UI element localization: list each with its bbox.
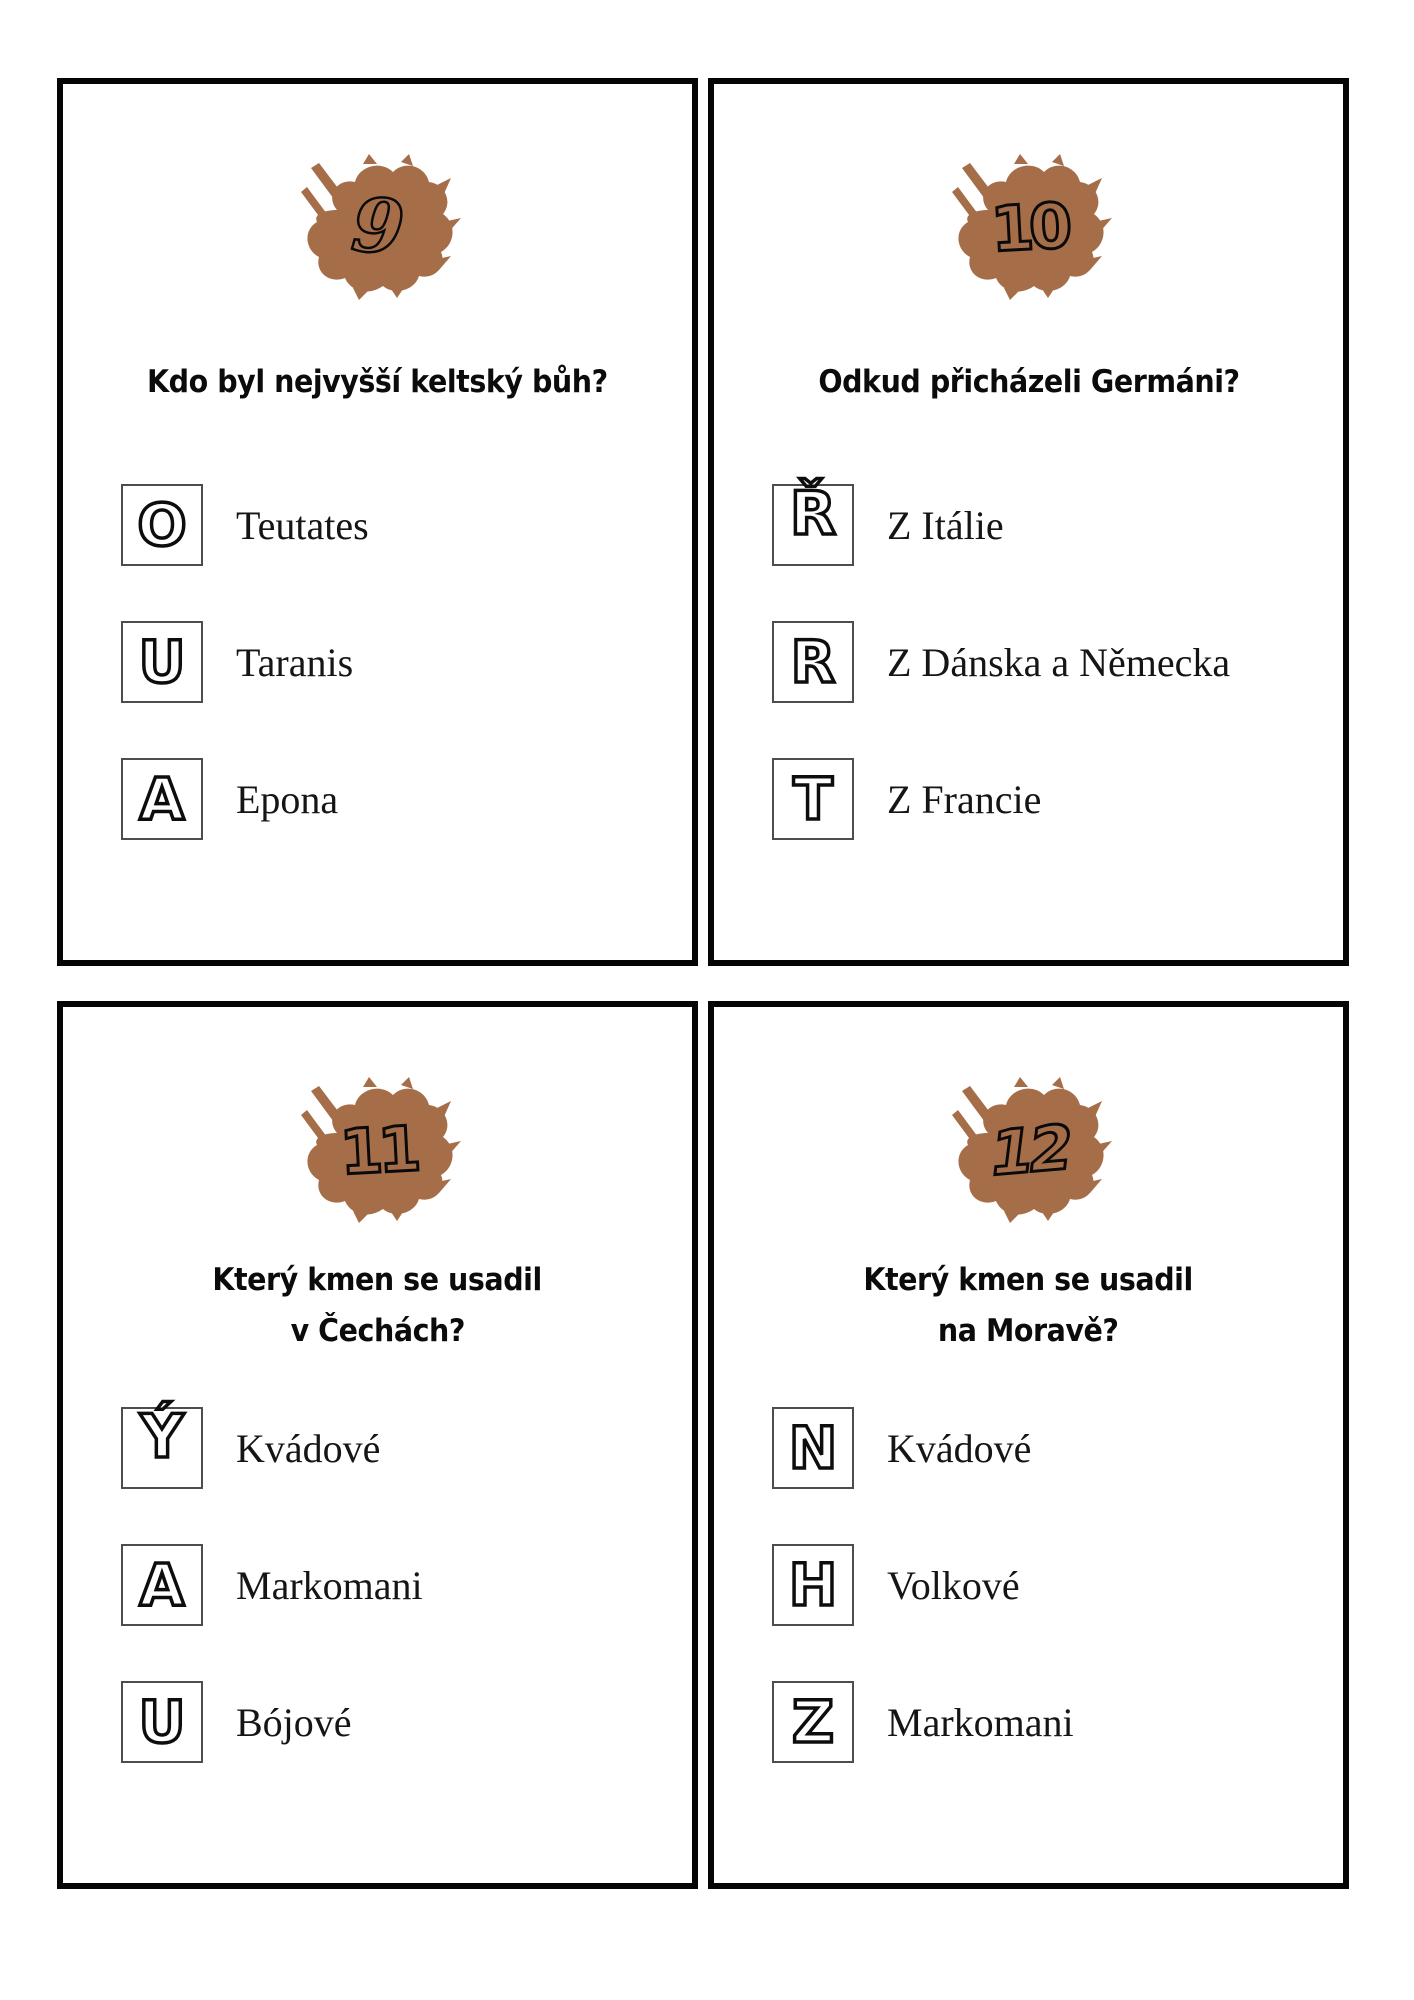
answer-label: Bójové [236,1699,352,1745]
answer-label: Markomani [236,1562,423,1608]
number-splotch [293,152,463,302]
number-splotch [293,1075,463,1225]
letter-box [772,758,854,840]
question-line: Který kmen se usadil [212,1261,543,1298]
card-number: 11 [337,1111,418,1189]
letter-box [772,1681,854,1763]
card-number: 9 [348,181,407,273]
answer-label: Taranis [236,639,354,685]
answer-label: Epona [236,776,339,822]
question-line: Kdo byl nejvyšší keltský bůh? [147,364,608,400]
question-line: na Moravě? [938,1312,1119,1349]
answer-option [121,484,668,566]
option-letter: Z [791,1688,835,1756]
answer-option [121,621,668,703]
answer-list [121,1402,668,1763]
question-line: v Čechách? [290,1312,465,1349]
answer-list [772,479,1319,840]
card-number: 10 [988,188,1069,266]
answer-option [772,1544,1319,1626]
question-line: Který kmen se usadil [863,1261,1194,1298]
letter-box [121,484,203,566]
option-letter: Ř [789,479,837,549]
number-splotch [944,1075,1114,1225]
option-letter: H [788,1551,838,1619]
answer-option [772,479,1319,566]
option-letter: U [138,628,186,696]
quiz-card-9 [57,78,698,966]
letter-box [772,479,854,566]
letter-box [772,1544,854,1626]
option-letter: T [793,765,833,833]
letter-box [121,621,203,703]
option-letter: A [139,1551,185,1619]
answer-option [772,758,1319,840]
answer-label: Markomani [887,1699,1074,1745]
answer-option [121,1402,668,1489]
answer-option [772,1681,1319,1763]
question [77,324,678,440]
answer-label: Kvádové [236,1425,381,1471]
letter-box [121,1681,203,1763]
answer-option [772,621,1319,703]
answer-label: Z Itálie [887,502,1004,548]
letter-box [121,758,203,840]
answer-label: Volkové [887,1562,1020,1608]
question [77,1247,678,1363]
option-letter: R [790,628,836,696]
question-line: Odkud přicházeli Germáni? [817,364,1240,400]
answer-option [121,1681,668,1763]
answer-label: Kvádové [887,1425,1032,1471]
answer-label: Teutates [236,502,369,548]
answer-option [121,758,668,840]
number-splotch [944,152,1114,302]
letter-box [121,1402,203,1489]
question [728,1247,1329,1363]
card-number: 12 [985,1110,1072,1190]
option-letter: A [139,765,185,833]
answer-label: Z Dánska a Německa [887,639,1231,685]
answer-option [772,1407,1319,1489]
quiz-card-12 [708,1001,1349,1889]
answer-list [121,484,668,840]
letter-box [121,1544,203,1626]
option-letter: O [137,491,187,559]
letter-box [772,1407,854,1489]
quiz-card-10 [708,78,1349,966]
answer-option [121,1544,668,1626]
question [728,324,1329,440]
option-letter: N [788,1414,838,1482]
option-letter: Ý [140,1402,184,1472]
quiz-card-11 [57,1001,698,1889]
option-letter: U [138,1688,186,1756]
letter-box [772,621,854,703]
answer-label: Z Francie [887,776,1042,822]
answer-list [772,1407,1319,1763]
